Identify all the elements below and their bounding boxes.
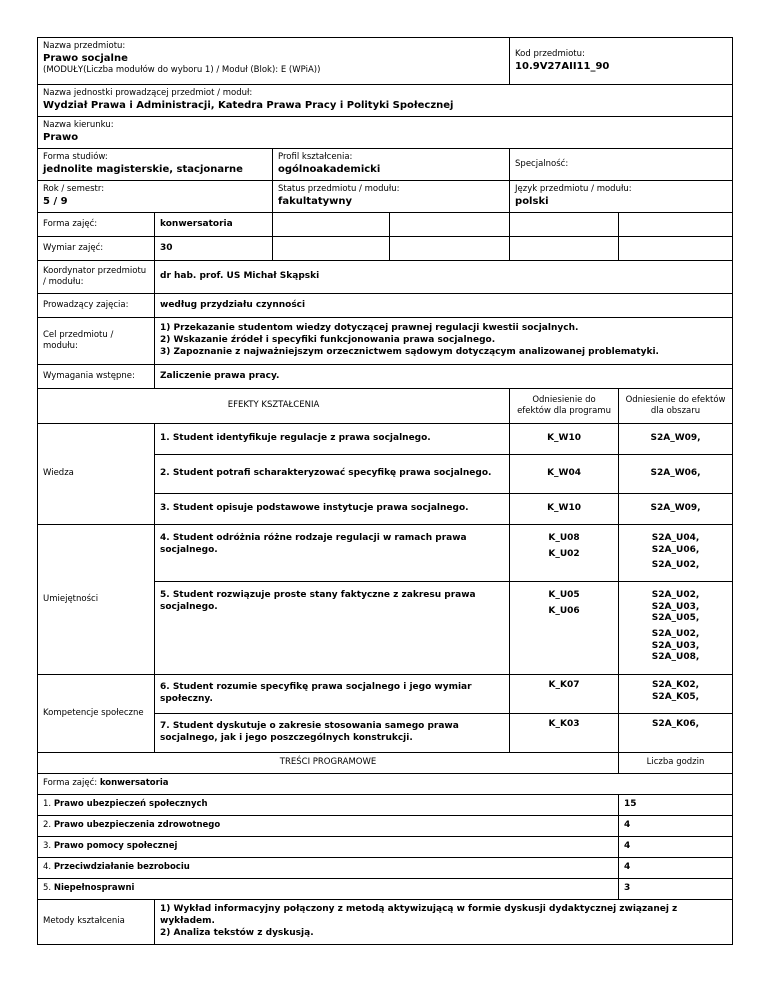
goal-label: Cel przedmiotu / modułu:: [43, 329, 114, 351]
effect-area-ref: S2A_U03,: [651, 601, 700, 612]
topic-title: Przeciwdziałanie bezrobociu: [53, 862, 190, 873]
effect-area-ref: S2A_W09,: [650, 433, 701, 444]
course-code-cell: [510, 38, 733, 85]
effect-row: [38, 675, 733, 714]
effect-text: 1. Student identyfikuje regulacje z prawa socjalnego.: [160, 433, 431, 444]
empty-cell: [510, 237, 619, 261]
effect-area-cell: [619, 455, 733, 494]
topic-title: Prawo ubezpieczenia zdrowotnego: [53, 820, 221, 831]
course-code-label: Kod przedmiotu:: [515, 49, 585, 59]
effect-area-ref: S2A_U05,: [651, 613, 700, 624]
topic-row: [38, 795, 733, 816]
effect-group-name: Umiejętności: [43, 593, 99, 604]
coordinator-row: [38, 261, 733, 294]
course-name-cell: [38, 38, 510, 85]
coordinator-label-cell: [38, 261, 155, 294]
requirements-value: Zaliczenie prawa pracy.: [160, 370, 280, 381]
requirements-row: [38, 365, 733, 389]
status-cell: [273, 181, 510, 213]
effect-program-cell: [510, 525, 619, 582]
effect-program-cell: [510, 455, 619, 494]
language-cell: [510, 181, 733, 213]
goal-cell: [155, 318, 733, 365]
program-header: TREŚCI PROGRAMOWE: [279, 757, 377, 768]
goal-item: 2) Wskazanie źródeł i specyfiki funkcjonowania prawa socjalnego.: [160, 335, 496, 346]
effect-row: [38, 525, 733, 582]
methods-label-cell: [38, 900, 155, 945]
form-value: jednolite magisterskie, stacjonarne: [43, 164, 243, 176]
year-value: 5 / 9: [43, 196, 68, 208]
topic-title: Prawo pomocy społecznej: [53, 841, 178, 852]
topic-number: 1.: [43, 799, 52, 810]
topic-number: 4.: [43, 862, 52, 873]
effect-program-ref: K_U05: [548, 590, 580, 600]
effect-group-cell: [38, 424, 155, 525]
field-cell: [38, 117, 733, 149]
method-item: 2) Analiza tekstów z dyskusją.: [160, 927, 314, 938]
class-form-label-cell: [38, 213, 155, 237]
topic-row: [38, 858, 733, 879]
profile-cell: [273, 149, 510, 181]
effects-header-row: [38, 389, 733, 424]
topic-hours: 4: [624, 820, 631, 831]
effect-text: 2. Student potrafi scharakteryzować specyfikę prawa socjalnego.: [160, 468, 492, 479]
syllabus-table: [37, 37, 733, 945]
effect-group-name: Kompetencje społeczne: [43, 707, 144, 718]
method-item: 1) Wykład informacyjny połączony z metodą aktywizującą w formie dyskusji dydaktycznej związanej z wykładem.: [160, 904, 678, 927]
effect-program-cell: [510, 494, 619, 525]
language-value: polski: [515, 196, 549, 208]
topic-hours-cell: [619, 816, 733, 837]
effect-group-cell: [38, 525, 155, 675]
effect-text: 4. Student odróżnia różne rodzaje regulacji w ramach prawa socjalnego.: [160, 533, 467, 555]
topic-hours: 4: [624, 862, 631, 873]
topic-row: [38, 816, 733, 837]
program-form-cell: [38, 774, 733, 795]
ref-area-header: Odniesienie do efektów dla obszaru: [625, 394, 726, 416]
hours-label: Wymiar zajęć:: [43, 242, 104, 253]
effect-area-ref: S2A_K05,: [651, 691, 700, 702]
goal-row: [38, 318, 733, 365]
empty-cell: [273, 213, 390, 237]
ref-area-header-cell: [619, 389, 733, 424]
effect-text: 3. Student opisuje podstawowe instytucje prawa socjalnego.: [160, 503, 469, 514]
empty-cell: [390, 213, 510, 237]
effect-area-cell: [619, 494, 733, 525]
methods-cell: [155, 900, 733, 945]
effect-program-cell: [510, 675, 619, 714]
requirements-label: Wymagania wstępne:: [43, 370, 135, 381]
teacher-row: [38, 294, 733, 318]
topic-cell: [38, 879, 619, 900]
effect-text-cell: [155, 582, 510, 675]
effects-header: EFEKTY KSZTAŁCENIA: [227, 400, 320, 411]
teacher-label-cell: [38, 294, 155, 318]
field-name: Prawo: [43, 132, 79, 144]
empty-cell: [390, 237, 510, 261]
effect-text-cell: [155, 714, 510, 753]
course-code: 10.9V27AII11_90: [515, 61, 610, 73]
effect-text-cell: [155, 494, 510, 525]
topic-title: Prawo ubezpieczeń społecznych: [53, 799, 208, 810]
effect-area-ref: S2A_U04,: [651, 533, 700, 543]
empty-cell: [510, 213, 619, 237]
profile-value: ogólnoakademicki: [278, 164, 381, 176]
status-label: Status przedmiotu / modułu:: [278, 184, 400, 194]
effect-area-cell: [619, 675, 733, 714]
program-form-label: Forma zajęć:: [43, 778, 98, 789]
topic-number: 2.: [43, 820, 52, 831]
effect-group-name: Wiedza: [43, 468, 74, 479]
topic-hours-cell: [619, 795, 733, 816]
topic-hours: 4: [624, 841, 631, 852]
year-row: [38, 181, 733, 213]
effect-area-cell: [619, 525, 733, 582]
class-form-cell: [155, 213, 273, 237]
class-form-value: konwersatoria: [160, 218, 233, 229]
program-hours-header-cell: [619, 753, 733, 774]
language-label: Język przedmiotu / modułu:: [515, 184, 632, 194]
field-label: Nazwa kierunku:: [43, 120, 114, 130]
topic-hours-cell: [619, 879, 733, 900]
empty-cell: [273, 237, 390, 261]
program-form-value: konwersatoria: [99, 778, 169, 789]
unit-row: [38, 85, 733, 117]
effect-row: [38, 424, 733, 455]
effect-program-cell: [510, 582, 619, 675]
course-name-label: Nazwa przedmiotu:: [43, 41, 126, 51]
effect-area-cell: [619, 424, 733, 455]
effect-area-ref: S2A_U06,: [651, 544, 700, 555]
effect-text-cell: [155, 525, 510, 582]
topic-number: 5.: [43, 883, 52, 894]
hours-value: 30: [160, 242, 173, 253]
teacher-cell: [155, 294, 733, 318]
topic-cell: [38, 858, 619, 879]
topic-row: [38, 879, 733, 900]
hours-label-cell: [38, 237, 155, 261]
coordinator-label: Koordynator przedmiotu / modułu:: [43, 265, 147, 287]
topic-hours: 3: [624, 883, 631, 894]
effect-group-cell: [38, 675, 155, 753]
effect-program-ref: K_W04: [547, 468, 581, 479]
effect-area-ref: S2A_U08,: [651, 652, 700, 663]
status-value: fakultatywny: [278, 196, 352, 208]
teacher-value: według przydziału czynności: [160, 299, 306, 310]
topic-title: Niepełnosprawni: [53, 883, 135, 894]
topic-cell: [38, 795, 619, 816]
effect-text-cell: [155, 424, 510, 455]
effect-text: 6. Student rozumie specyfikę prawa socjalnego i jego wymiar społeczny.: [160, 682, 472, 704]
effect-program-cell: [510, 424, 619, 455]
methods-label: Metody kształcenia: [43, 916, 125, 927]
syllabus-sheet: [37, 37, 732, 945]
hours-row: [38, 237, 733, 261]
effect-program-cell: [510, 714, 619, 753]
course-name: Prawo socjalne: [43, 53, 128, 65]
effect-text-cell: [155, 675, 510, 714]
unit-cell: [38, 85, 733, 117]
form-row: [38, 149, 733, 181]
effect-area-ref: S2A_W09,: [650, 503, 701, 514]
class-form-row: [38, 213, 733, 237]
methods-row: [38, 900, 733, 945]
effect-program-ref: K_K03: [548, 719, 580, 729]
coordinator-value: dr hab. prof. US Michał Skąpski: [160, 271, 320, 282]
topic-number: 3.: [43, 841, 52, 852]
effect-text: 7. Student dyskutuje o zakresie stosowania samego prawa socjalnego, jak i jego poszczególnych konstrukcji.: [160, 721, 459, 743]
effect-program-ref: K_W10: [547, 503, 581, 514]
effect-area-cell: [619, 714, 733, 753]
specialty-cell: [510, 149, 733, 181]
module-note: (MODUŁY(Liczba modułów do wyboru 1) / Moduł (Blok): E (WPiA)): [43, 65, 321, 76]
year-cell: [38, 181, 273, 213]
topic-hours-cell: [619, 858, 733, 879]
hours-cell: [155, 237, 273, 261]
effect-text: 5. Student rozwiązuje proste stany faktyczne z zakresu prawa socjalnego.: [160, 590, 476, 612]
requirements-cell: [155, 365, 733, 389]
form-cell: [38, 149, 273, 181]
empty-cell: [619, 237, 733, 261]
topic-hours-cell: [619, 837, 733, 858]
topic-cell: [38, 816, 619, 837]
form-label: Forma studiów:: [43, 152, 108, 162]
program-form-row: [38, 774, 733, 795]
effect-area-ref: S2A_U02,: [651, 629, 700, 640]
effect-program-ref: K_U06: [548, 605, 580, 616]
effect-area-ref: S2A_U02,: [651, 560, 700, 571]
program-header-row: [38, 753, 733, 774]
effect-program-ref: K_W10: [547, 433, 581, 444]
goal-item: 1) Przekazanie studentom wiedzy dotyczącej prawnej regulacji kwestii socjalnych.: [160, 323, 579, 334]
requirements-label-cell: [38, 365, 155, 389]
specialty-label: Specjalność:: [515, 158, 569, 169]
effect-program-ref: K_U02: [548, 548, 580, 559]
field-row: [38, 117, 733, 149]
unit-name: Wydział Prawa i Administracji, Katedra Prawa Pracy i Polityki Społecznej: [43, 100, 454, 112]
topic-hours: 15: [624, 799, 637, 810]
effects-header-cell: [38, 389, 510, 424]
class-form-label: Forma zajęć:: [43, 218, 98, 229]
unit-label: Nazwa jednostki prowadzącej przedmiot / moduł:: [43, 88, 253, 98]
teacher-label: Prowadzący zajęcia:: [43, 299, 129, 310]
effect-area-ref: S2A_K02,: [651, 680, 700, 690]
effect-area-ref: S2A_U03,: [651, 640, 700, 651]
year-label: Rok / semestr:: [43, 184, 105, 194]
program-hours-header: Liczba godzin: [646, 757, 705, 768]
goal-label-cell: [38, 318, 155, 365]
topic-cell: [38, 837, 619, 858]
effect-area-ref: S2A_U02,: [651, 590, 700, 600]
program-header-cell: [38, 753, 619, 774]
effect-program-ref: K_U08: [548, 533, 580, 543]
coordinator-cell: [155, 261, 733, 294]
ref-program-header-cell: [510, 389, 619, 424]
empty-cell: [619, 213, 733, 237]
goal-item: 3) Zapoznanie z najważniejszym orzecznictwem sądowym dotyczącym analizowanej problematyki.: [160, 346, 659, 357]
topic-row: [38, 837, 733, 858]
ref-program-header: Odniesienie do efektów dla programu: [517, 394, 611, 416]
effect-text-cell: [155, 455, 510, 494]
effect-area-ref: S2A_K06,: [651, 719, 700, 729]
effect-area-ref: S2A_W06,: [650, 468, 701, 479]
effect-area-cell: [619, 582, 733, 675]
effect-program-ref: K_K07: [548, 680, 580, 690]
course-row: [38, 38, 733, 85]
profile-label: Profil kształcenia:: [278, 152, 353, 162]
